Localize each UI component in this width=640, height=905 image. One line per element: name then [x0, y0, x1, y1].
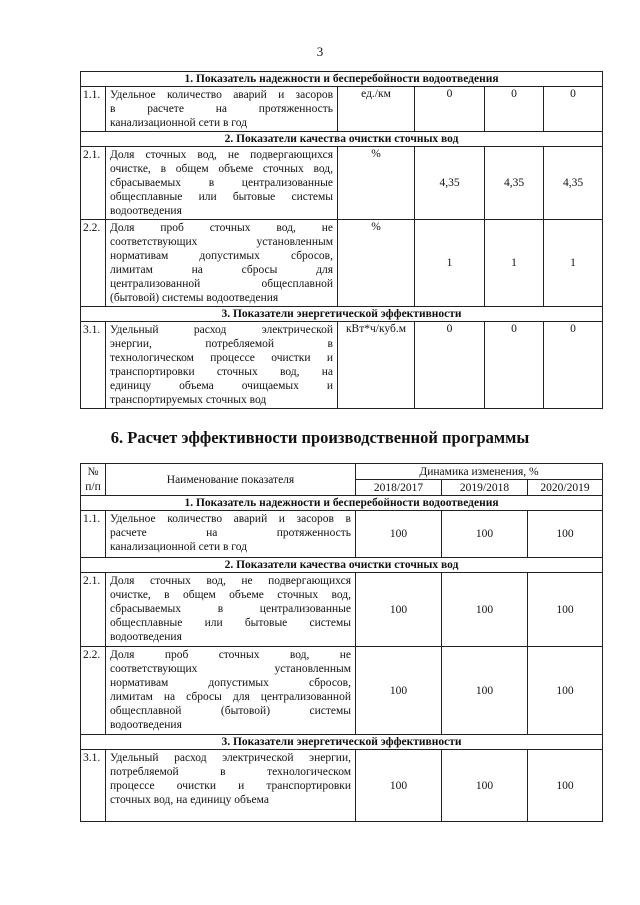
- table-row: [81, 322, 603, 409]
- indicator-name-line: энергии, потребляемой в: [110, 338, 333, 350]
- value-cell: 1: [485, 220, 544, 307]
- table-row: [81, 147, 603, 220]
- section-row: [81, 307, 603, 322]
- value-cell: 100: [442, 511, 528, 558]
- indicator-name-line: расчете на протяженность: [110, 527, 351, 539]
- value-cell: 0: [485, 87, 544, 132]
- section-title: 3. Показатели энергетической эффективности: [81, 307, 603, 322]
- indicator-name: [106, 573, 356, 647]
- value-cell: 100: [442, 573, 528, 647]
- value-cell: 0: [485, 322, 544, 409]
- section-heading: 6. Расчет эффективности производственной программы: [110, 428, 530, 447]
- indicator-name: [106, 87, 338, 132]
- value-cell: 0: [415, 87, 485, 132]
- unit-cell: ед./км: [338, 87, 415, 132]
- indicator-name-line: водоотведения: [110, 631, 182, 643]
- indicator-name-line: лимитам на сбросы для централизованной: [110, 691, 351, 703]
- indicator-name-line: соответствующих установленным: [110, 236, 333, 248]
- indicator-name-line: лимитам на сбросы для: [110, 264, 333, 276]
- value-cell: 0: [544, 87, 603, 132]
- section-row: [81, 496, 603, 511]
- value-cell: 4,35: [415, 147, 485, 220]
- indicator-name-line: нормативам допустимых сбросов,: [110, 677, 351, 689]
- value-cell: 1: [415, 220, 485, 307]
- indicator-name-line: соответствующих установленным: [110, 663, 351, 675]
- value-cell: 100: [528, 647, 603, 735]
- indicator-name-line: Доля сточных вод, не подвергающихся: [110, 149, 333, 161]
- section-row: [81, 72, 603, 87]
- indicator-name-line: Доля проб сточных вод, не: [110, 649, 351, 661]
- indicator-name: [106, 322, 338, 409]
- indicator-name-line: канализационной сети в год: [110, 541, 247, 553]
- indicator-name-line: водоотведения: [110, 719, 182, 731]
- indicator-name-line: канализационной сети в год: [110, 117, 247, 129]
- value-cell: 100: [356, 573, 442, 647]
- section-row: [81, 558, 603, 573]
- indicator-name-line: процессе очистки и транспортировки: [110, 780, 351, 792]
- indicators-table: [80, 71, 603, 409]
- indicator-name: [106, 220, 338, 307]
- indicator-name-line: потребляемой в технологическом: [110, 766, 351, 778]
- section-title: 1. Показатель надежности и бесперебойности водоотведения: [81, 72, 603, 87]
- table-row: [81, 750, 603, 822]
- table-row: [81, 647, 603, 735]
- row-number: 3.1.: [81, 322, 106, 409]
- indicator-name-line: нормативам допустимых сбросов,: [110, 250, 333, 262]
- value-cell: 100: [356, 750, 442, 822]
- col-header-year: 2019/2018: [442, 480, 528, 496]
- indicator-name-line: Удельный расход электрической: [110, 324, 333, 336]
- page-number: 3: [316, 44, 324, 59]
- section-row: [81, 132, 603, 147]
- indicator-name-line: общесплавные или бытовые системы: [110, 191, 333, 203]
- col-header-year: 2018/2017: [356, 480, 442, 496]
- indicator-name-line: в расчете на протяженность: [110, 103, 333, 115]
- value-cell: 100: [442, 750, 528, 822]
- section-title: 1. Показатель надежности и бесперебойности водоотведения: [81, 496, 603, 511]
- unit-cell: %: [338, 220, 415, 307]
- indicator-name: [106, 647, 356, 735]
- indicator-name-line: Доля сточных вод, не подвергающихся: [110, 575, 351, 587]
- indicator-name-line: сточных вод, на единицу объема: [110, 794, 269, 806]
- row-number: 3.1.: [81, 750, 106, 822]
- indicator-name-line: Доля проб сточных вод, не: [110, 222, 333, 234]
- indicator-name-line: Удельный расход электрической энергии,: [110, 752, 351, 764]
- value-cell: 4,35: [544, 147, 603, 220]
- value-cell: 100: [356, 511, 442, 558]
- indicator-name-line: транспортируемых сточных вод: [110, 394, 267, 406]
- indicator-name-line: водоотведения: [110, 205, 182, 217]
- section-title: 3. Показатели энергетической эффективности: [81, 735, 603, 750]
- section-title: 2. Показатели качества очистки сточных вод: [81, 558, 603, 573]
- unit-cell: кВт*ч/куб.м: [338, 322, 415, 409]
- value-cell: 0: [544, 322, 603, 409]
- indicator-name-line: Удельное количество аварий и засоров в: [110, 513, 351, 525]
- value-cell: 100: [528, 750, 603, 822]
- value-cell: 100: [528, 511, 603, 558]
- col-header-number: № п/п: [81, 464, 106, 496]
- indicator-name-line: очистке, в общем объеме сточных вод,: [110, 163, 333, 175]
- table-row: [81, 511, 603, 558]
- section-row: [81, 735, 603, 750]
- indicator-name-line: очистке, в общем объеме сточных вод,: [110, 589, 351, 601]
- value-cell: 1: [544, 220, 603, 307]
- indicator-name-line: общесплавные или бытовые системы: [110, 617, 351, 629]
- row-number: 2.2.: [81, 220, 106, 307]
- indicator-name: [106, 147, 338, 220]
- col-header-year: 2020/2019: [528, 480, 603, 496]
- efficiency-table: [80, 463, 603, 822]
- indicator-name-line: сбрасываемых в централизованные: [110, 603, 351, 615]
- indicator-name-line: единицу объема очищаемых и: [110, 380, 333, 392]
- table-row: [81, 87, 603, 132]
- indicator-name-line: (бытовой) системы водоотведения: [110, 292, 279, 304]
- indicator-name-line: централизованной общесплавной: [110, 278, 333, 290]
- row-number: 1.1.: [81, 87, 106, 132]
- table-row: [81, 573, 603, 647]
- indicator-name-line: Удельное количество аварий и засоров: [110, 89, 333, 101]
- value-cell: 100: [528, 573, 603, 647]
- indicator-name-line: сбрасываемых в централизованные: [110, 177, 333, 189]
- table-row: [81, 220, 603, 307]
- col-header-name: Наименование показателя: [106, 464, 356, 496]
- col-header-dynamics: Динамика изменения, %: [356, 464, 603, 480]
- row-number: 2.1.: [81, 573, 106, 647]
- indicator-name: [106, 511, 356, 558]
- indicator-name: [106, 750, 356, 822]
- row-number: 1.1.: [81, 511, 106, 558]
- indicator-name-line: транспортировки сточных вод, на: [110, 366, 333, 378]
- row-number: 2.2.: [81, 647, 106, 735]
- indicator-name-line: технологическом процессе очистки и: [110, 352, 333, 364]
- section-title: 2. Показатели качества очистки сточных вод: [81, 132, 603, 147]
- indicator-name-line: общесплавной (бытовой) системы: [110, 705, 351, 717]
- value-cell: 100: [442, 647, 528, 735]
- value-cell: 4,35: [485, 147, 544, 220]
- value-cell: 0: [415, 322, 485, 409]
- value-cell: 100: [356, 647, 442, 735]
- row-number: 2.1.: [81, 147, 106, 220]
- unit-cell: %: [338, 147, 415, 220]
